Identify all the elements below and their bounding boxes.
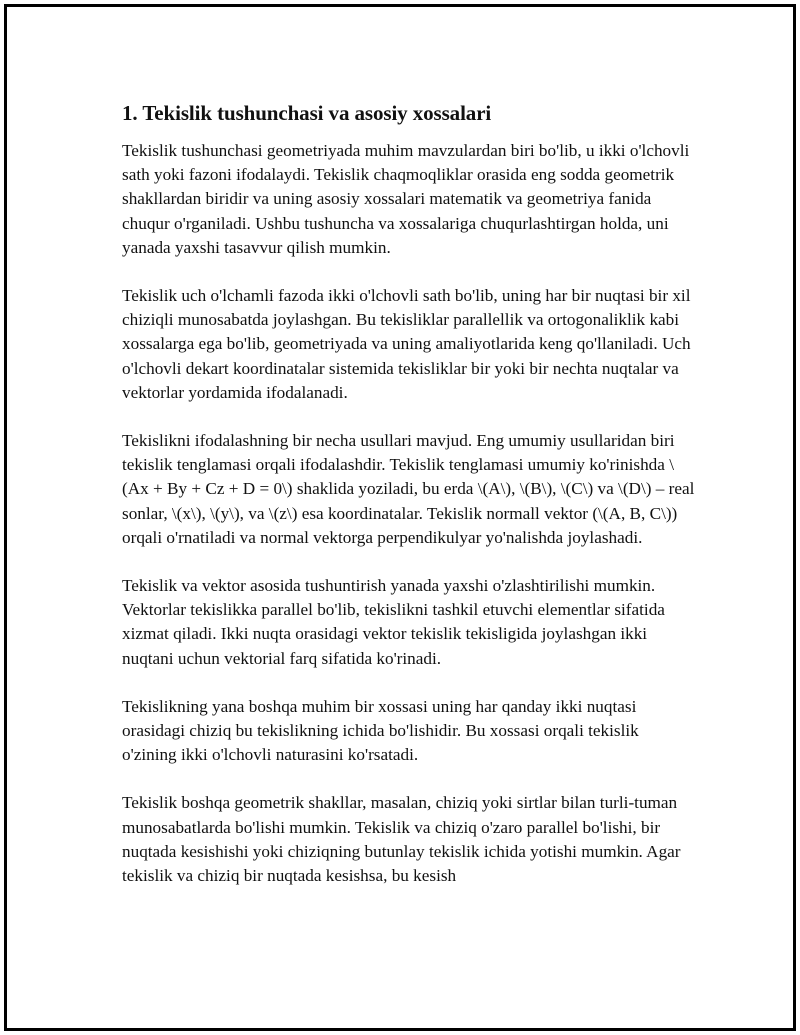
page-border <box>4 4 796 1031</box>
paragraph-2: Tekislik uch o'lchamli fazoda ikki o'lchovli sath bo'lib, uning har bir nuqtasi bir xil chiziqli munosabatda joylashgan. Bu tekisliklar parallellik va ortogonaliklik kabi xossalarga ega bo'lib, geometriyada va uning amaliyotlarida keng qo'llaniladi. Uch o'lchovli dekart koordinatalar sistemida tekisliklar bir yoki bir nechta nuqtalar va vektorlar yordamida ifodalanadi. <box>122 286 691 402</box>
paragraph-5: Tekislikning yana boshqa muhim bir xossasi uning har qanday ikki nuqtasi orasidagi chiziq bu tekislikning ichida bo'lishidir. Bu xossasi orqali tekislik o'zining ikki o'lchovli naturasini ko'rsatadi. <box>122 696 639 765</box>
paragraph-1: Tekislik tushunchasi geometriyada muhim mavzulardan biri bo'lib, u ikki o'lchovli sath yoki fazoni ifodalaydi. Tekislik chaqmoqliklar orasida eng sodda geometrik shakllardan biridir va uning asosiy xossalari matematik va geometriya fanida chuqur o'rganiladi. Ushbu tushuncha va xossalariga chuqurlashtirgan holda, uni yanada yaxshi tasavvur qilish mumkin. <box>122 141 690 257</box>
document-body <box>122 100 697 912</box>
paragraph-3: Tekislikni ifodalashning bir necha usullari mavjud. Eng umumiy usullaridan biri tekislik tenglamasi orqali ifodalashdir. Tekislik tenglamasi umumiy ko'rinishda \(Ax + By + Cz + D = 0\) shaklida yoziladi, bu erda \(A\), \(B\), \(C\) va \(D\) – real sonlar, \(x\), \(y\), va \(z\) esa koordinatalar. Tekislik normall vektor (\(A, B, C\)) orqali o'rnatiladi va normal vektorga perpendikulyar yo'nalishda joylashadi. <box>122 431 695 547</box>
section-title: 1. Tekislik tushunchasi va asosiy xossalari <box>122 101 492 125</box>
paragraph-4: Tekislik va vektor asosida tushuntirish yanada yaxshi o'zlashtirilishi mumkin. Vektorlar tekislikka parallel bo'lib, tekislikni tashkil etuvchi elementlar sifatida xizmat qiladi. Ikki nuqta orasidagi vektor tekislik tekisligida joylashgan ikki nuqtani uchun vektorial farq sifatida ko'rinadi. <box>122 576 665 668</box>
paragraph-6: Tekislik boshqa geometrik shakllar, masalan, chiziq yoki sirtlar bilan turli-tuman munosabatlarda bo'lishi mumkin. Tekislik va chiziq o'zaro parallel bo'lishi, bir nuqtada kesishishi yoki chiziqning butunlay tekislik ichida yotishi mumkin. Agar tekislik va chiziq bir nuqtada kesishsa, bu kesish <box>122 793 681 886</box>
